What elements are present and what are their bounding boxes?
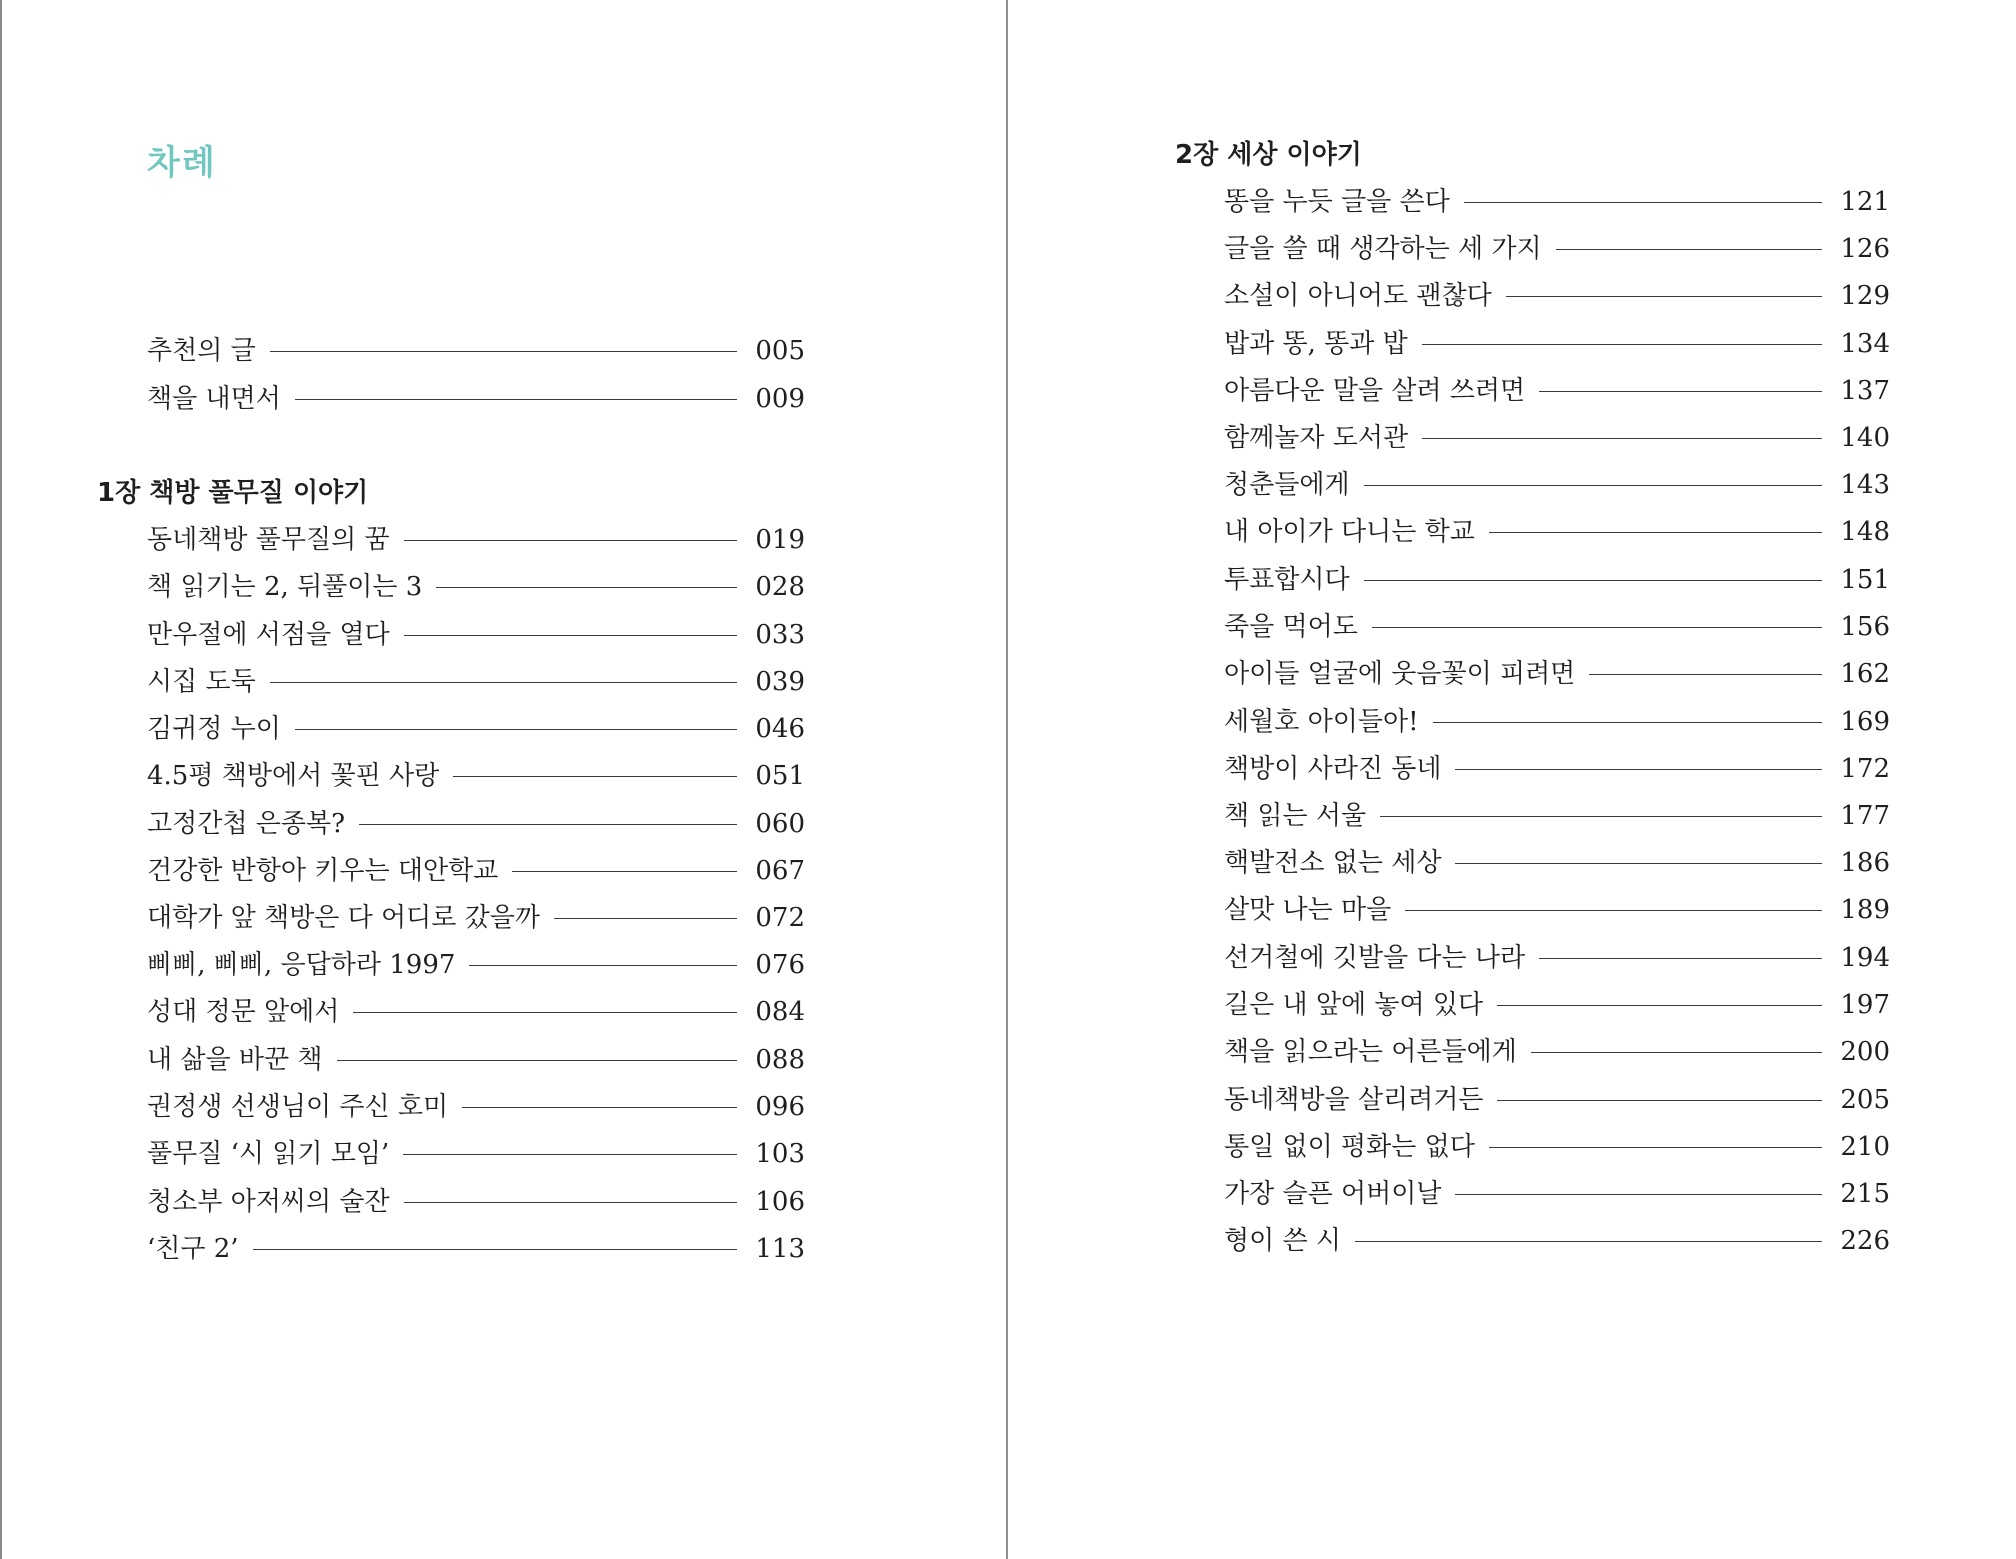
leader-line: [554, 918, 737, 919]
toc-entry: [1224, 1032, 1890, 1072]
entry-page-number: 084: [755, 997, 805, 1027]
entry-title: 통일 없이 평화는 없다: [1224, 1132, 1475, 1162]
entry-page-number: 197: [1840, 990, 1890, 1020]
entry-page-number: 172: [1840, 754, 1890, 784]
leader-line: [512, 871, 737, 872]
entry-title: 글을 쓸 때 생각하는 세 가지: [1224, 234, 1542, 264]
entry-page-number: 028: [755, 572, 805, 602]
leader-line: [404, 635, 738, 636]
toc-entry: [147, 662, 805, 702]
leader-line: [353, 1012, 737, 1013]
entry-title: 동네책방 풀무질의 꿈: [147, 525, 390, 555]
leader-line: [1455, 863, 1822, 864]
leader-line: [403, 1154, 737, 1155]
entry-title: 선거철에 깃발을 다는 나라: [1224, 943, 1526, 973]
entry-title: 살맛 나는 마을: [1224, 895, 1392, 925]
leader-line: [359, 824, 737, 825]
entry-page-number: 134: [1840, 329, 1890, 359]
leader-line: [404, 1202, 738, 1203]
entry-page-number: 143: [1840, 470, 1890, 500]
entry-title: 동네책방을 살리려거든: [1224, 1085, 1484, 1115]
toc-entry: [1224, 465, 1890, 505]
leader-line: [436, 587, 737, 588]
leader-line: [1464, 202, 1823, 203]
entry-title: 형이 쓴 시: [1224, 1226, 1341, 1256]
entry-title: 길은 내 앞에 놓여 있다: [1224, 990, 1484, 1020]
toc-entry: [1224, 276, 1890, 316]
entry-title: 고정간첩 은종복?: [147, 809, 346, 839]
entry-page-number: 156: [1840, 612, 1890, 642]
chapter-2-heading: 2장 세상 이야기: [1175, 140, 1362, 170]
toc-entry: [147, 567, 805, 607]
entry-title: 김귀정 누이: [147, 714, 281, 744]
toc-entry: [147, 1182, 805, 1222]
entry-page-number: 151: [1840, 565, 1890, 595]
entry-page-number: 186: [1840, 848, 1890, 878]
leader-line: [462, 1107, 737, 1108]
toc-entry: [147, 756, 805, 796]
leader-line: [270, 682, 738, 683]
toc-entry: [1224, 843, 1890, 883]
entry-title: 책을 읽으라는 어른들에게: [1224, 1037, 1517, 1067]
toc-entry: [147, 1229, 805, 1269]
entry-page-number: 140: [1840, 423, 1890, 453]
toc-entry: [1224, 229, 1890, 269]
entry-page-number: 088: [755, 1045, 805, 1075]
leader-line: [1506, 296, 1823, 297]
entry-page-number: 194: [1840, 943, 1890, 973]
toc-entry: [1224, 702, 1890, 742]
entry-page-number: 226: [1840, 1226, 1890, 1256]
toc-title: 차례: [147, 143, 217, 183]
entry-title: 죽을 먹어도: [1224, 612, 1358, 642]
leader-line: [295, 399, 738, 400]
entry-page-number: 189: [1840, 895, 1890, 925]
leader-line: [295, 729, 738, 730]
toc-entry: [1224, 418, 1890, 458]
toc-entry: [147, 331, 805, 371]
toc-entry: [147, 804, 805, 844]
leader-line: [1497, 1005, 1822, 1006]
leader-line: [1489, 532, 1823, 533]
entry-title: 삐삐, 삐삐, 응답하라 1997: [147, 950, 456, 980]
leader-line: [1422, 344, 1823, 345]
entry-title: 추천의 글: [147, 336, 256, 366]
entry-title: 시집 도둑: [147, 667, 256, 697]
entry-page-number: 033: [755, 620, 805, 650]
entry-title: 만우절에 서점을 열다: [147, 620, 390, 650]
entry-title: 밥과 똥, 똥과 밥: [1224, 329, 1408, 359]
leader-line: [1364, 580, 1823, 581]
entry-title: 청소부 아저씨의 술잔: [147, 1187, 390, 1217]
toc-entry: [147, 379, 805, 419]
entry-title: 함께놀자 도서관: [1224, 423, 1409, 453]
entry-page-number: 060: [755, 809, 805, 839]
entry-title: 똥을 누듯 글을 쓴다: [1224, 187, 1450, 217]
entry-page-number: 005: [755, 336, 805, 366]
leader-line: [1556, 249, 1823, 250]
leader-line: [1364, 485, 1823, 486]
toc-entry: [147, 615, 805, 655]
toc-entry: [1224, 749, 1890, 789]
entry-page-number: 046: [755, 714, 805, 744]
leader-line: [1539, 958, 1822, 959]
entry-title: 풀무질 ‘시 읽기 모임’: [147, 1139, 390, 1169]
leader-line: [1355, 1241, 1822, 1242]
entry-title: 권정생 선생님이 주신 호미: [147, 1092, 449, 1122]
toc-entry: [147, 1134, 805, 1174]
leader-line: [253, 1249, 738, 1250]
entry-page-number: 148: [1840, 517, 1890, 547]
entry-title: 책 읽는 서울: [1224, 801, 1367, 831]
leader-line: [1497, 1100, 1822, 1101]
entry-title: 성대 정문 앞에서: [147, 997, 340, 1027]
chapter-1-heading: 1장 책방 풀무질 이야기: [97, 478, 369, 508]
toc-entry: [1224, 796, 1890, 836]
leader-line: [453, 776, 737, 777]
entry-title: 핵발전소 없는 세상: [1224, 848, 1442, 878]
toc-entry: [1224, 890, 1890, 930]
entry-title: 투표합시다: [1224, 565, 1350, 595]
entry-page-number: 039: [755, 667, 805, 697]
entry-title: 내 아이가 다니는 학교: [1224, 517, 1475, 547]
leader-line: [1433, 722, 1823, 723]
toc-entry: [147, 992, 805, 1032]
entry-page-number: 121: [1840, 187, 1890, 217]
entry-title: 건강한 반항아 키우는 대안학교: [147, 856, 499, 886]
toc-entry: [147, 520, 805, 560]
entry-title: 대학가 앞 책방은 다 어디로 갔을까: [147, 903, 540, 933]
entry-title: 가장 슬픈 어버이날: [1224, 1179, 1442, 1209]
toc-entry: [147, 945, 805, 985]
entry-title: 소설이 아니어도 괜찮다: [1224, 281, 1492, 311]
leader-line: [404, 540, 738, 541]
entry-title: 내 삶을 바꾼 책: [147, 1045, 323, 1075]
entry-title: 책을 내면서: [147, 384, 281, 414]
entry-page-number: 129: [1840, 281, 1890, 311]
entry-title: 청춘들에게: [1224, 470, 1350, 500]
entry-title: 아름다운 말을 살려 쓰려면: [1224, 376, 1526, 406]
leader-line: [1455, 769, 1822, 770]
entry-title: 아이들 얼굴에 웃음꽃이 피려면: [1224, 659, 1576, 689]
entry-page-number: 113: [755, 1234, 805, 1264]
leader-line: [469, 965, 737, 966]
leader-line: [1589, 674, 1822, 675]
toc-entry: [1224, 985, 1890, 1025]
entry-page-number: 067: [755, 856, 805, 886]
entry-page-number: 106: [755, 1187, 805, 1217]
entry-page-number: 103: [755, 1139, 805, 1169]
entry-page-number: 137: [1840, 376, 1890, 406]
leader-line: [1531, 1052, 1823, 1053]
toc-entry: [147, 709, 805, 749]
toc-entry: [1224, 1174, 1890, 1214]
entry-title: 책 읽기는 2, 뒤풀이는 3: [147, 572, 423, 602]
leader-line: [1539, 391, 1822, 392]
entry-page-number: 072: [755, 903, 805, 933]
leader-line: [1422, 438, 1822, 439]
entry-page-number: 177: [1840, 801, 1890, 831]
toc-entry: [1224, 560, 1890, 600]
entry-title: ‘친구 2’: [147, 1234, 239, 1264]
leader-line: [1372, 627, 1823, 628]
toc-entry: [1224, 371, 1890, 411]
entry-page-number: 076: [755, 950, 805, 980]
leader-line: [1489, 1147, 1823, 1148]
entry-page-number: 096: [755, 1092, 805, 1122]
toc-entry: [147, 851, 805, 891]
entry-page-number: 169: [1840, 707, 1890, 737]
toc-entry: [1224, 1221, 1890, 1261]
entry-page-number: 162: [1840, 659, 1890, 689]
toc-entry: [1224, 607, 1890, 647]
toc-entry: [1224, 324, 1890, 364]
leader-line: [1380, 816, 1822, 817]
leader-line: [270, 351, 738, 352]
entry-page-number: 126: [1840, 234, 1890, 264]
leader-line: [1455, 1194, 1822, 1195]
toc-entry: [147, 1040, 805, 1080]
entry-page-number: 009: [755, 384, 805, 414]
entry-page-number: 210: [1840, 1132, 1890, 1162]
toc-entry: [1224, 1080, 1890, 1120]
entry-title: 세월호 아이들아!: [1224, 707, 1419, 737]
entry-page-number: 205: [1840, 1085, 1890, 1115]
toc-entry: [1224, 938, 1890, 978]
leader-line: [337, 1060, 738, 1061]
toc-entry: [147, 1087, 805, 1127]
entry-page-number: 019: [755, 525, 805, 555]
leader-line: [1405, 910, 1822, 911]
entry-title: 4.5평 책방에서 꽃핀 사랑: [147, 761, 440, 791]
toc-entry: [147, 898, 805, 938]
toc-entry: [1224, 182, 1890, 222]
entry-page-number: 215: [1840, 1179, 1890, 1209]
toc-entry: [1224, 512, 1890, 552]
toc-entry: [1224, 654, 1890, 694]
right-page: [1008, 0, 2016, 1559]
entry-title: 책방이 사라진 동네: [1224, 754, 1442, 784]
entry-page-number: 051: [755, 761, 805, 791]
toc-entry: [1224, 1127, 1890, 1167]
entry-page-number: 200: [1840, 1037, 1890, 1067]
